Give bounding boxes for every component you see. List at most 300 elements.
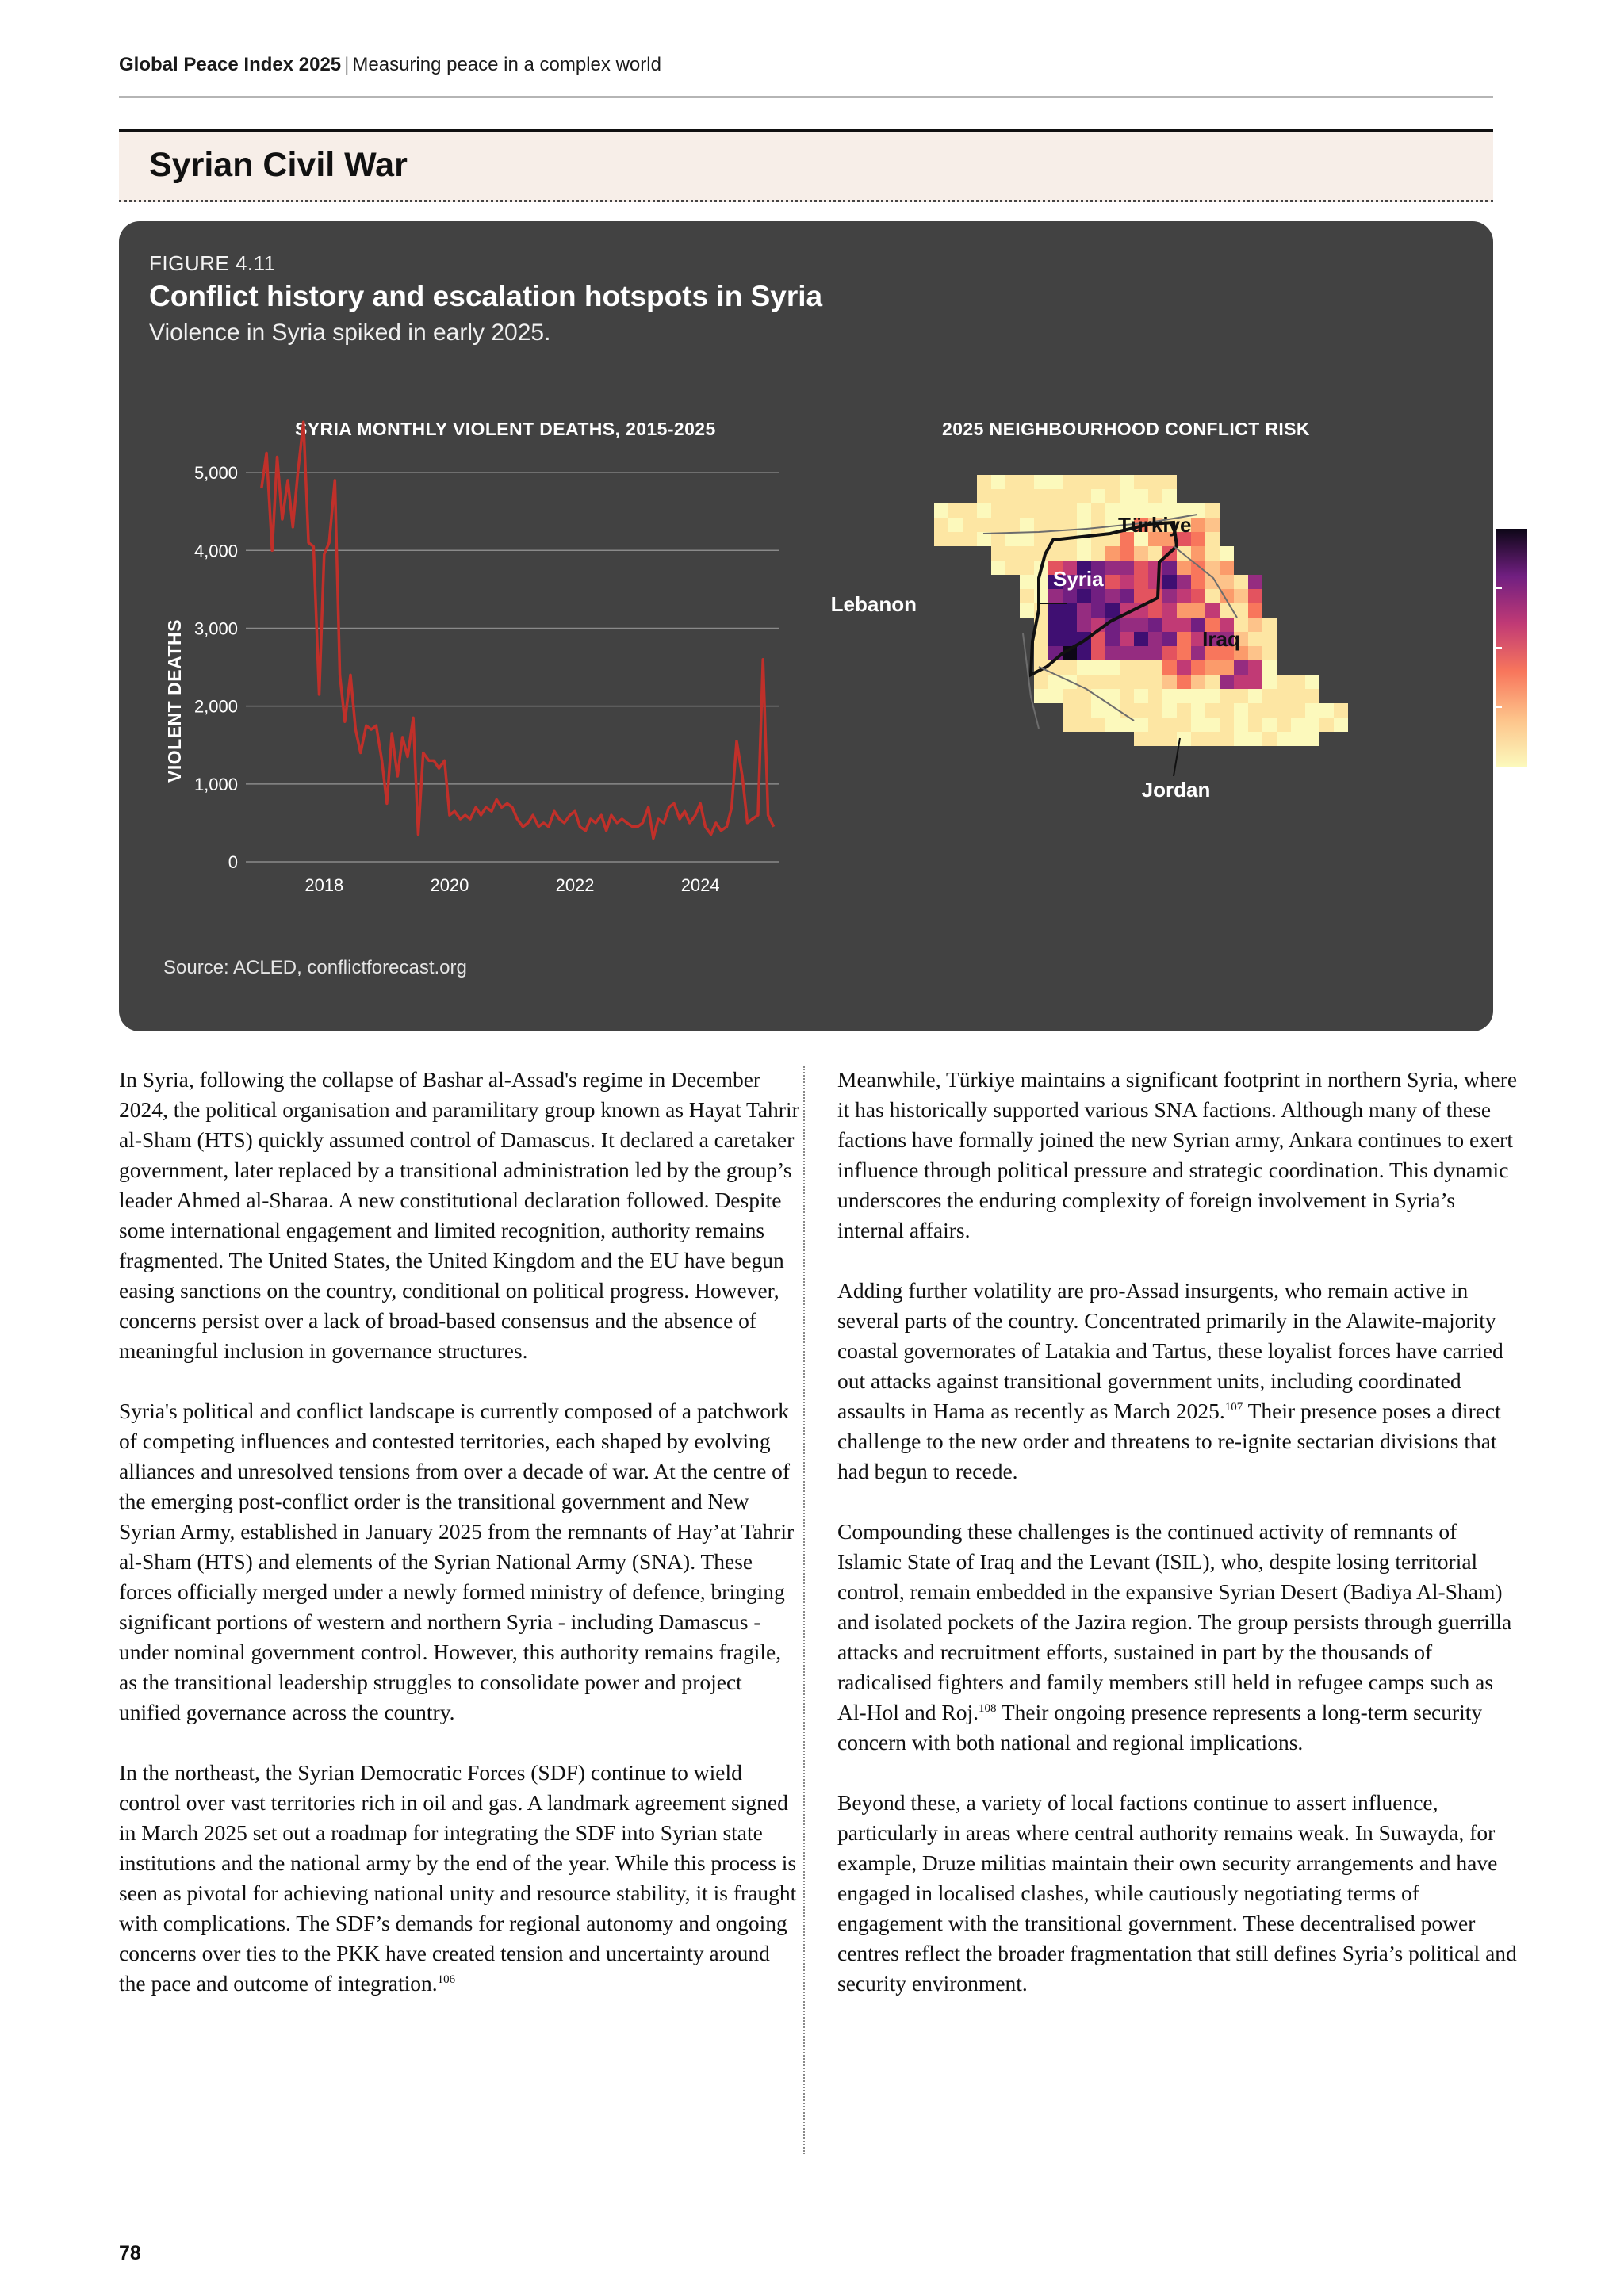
risk-cell (1205, 718, 1220, 732)
risk-cell (1205, 660, 1220, 675)
risk-cell (1177, 603, 1191, 618)
risk-cell (1034, 675, 1048, 689)
risk-cell (1120, 646, 1134, 660)
paragraph (837, 1517, 1519, 1758)
risk-cell (1077, 718, 1091, 732)
risk-cell (1220, 546, 1234, 561)
risk-cell (1105, 546, 1120, 561)
running-header (119, 54, 661, 76)
risk-cell (1091, 503, 1105, 518)
risk-cell (1234, 718, 1248, 732)
risk-cell (1234, 589, 1248, 603)
risk-cell (1262, 732, 1277, 746)
risk-cell (1063, 618, 1077, 632)
risk-cell (1063, 603, 1077, 618)
risk-cell (1020, 546, 1034, 561)
risk-cell (1134, 475, 1148, 489)
risk-cell (1234, 689, 1248, 703)
risk-cell (1077, 489, 1091, 503)
risk-cell (1077, 546, 1091, 561)
risk-cell (1334, 703, 1348, 718)
risk-cell (1191, 703, 1205, 718)
figure-source: Source: ACLED, conflictforecast.org (163, 957, 467, 978)
risk-cell (1220, 732, 1234, 746)
risk-cell (1248, 618, 1262, 632)
risk-cell (1091, 518, 1105, 532)
risk-cell (1048, 689, 1063, 703)
figure-subtitle: Violence in Syria spiked in early 2025. (149, 320, 551, 346)
risk-cell (1063, 546, 1077, 561)
risk-cell (991, 532, 1005, 546)
risk-cell (934, 532, 948, 546)
risk-cell (1162, 603, 1177, 618)
risk-cell (991, 475, 1005, 489)
risk-cell (1148, 703, 1162, 718)
risk-cell (1148, 546, 1162, 561)
risk-cell (1191, 589, 1205, 603)
risk-cell (1148, 718, 1162, 732)
risk-cell (1220, 561, 1234, 575)
risk-cell (1020, 503, 1034, 518)
risk-cell (1262, 618, 1277, 632)
risk-cell (1048, 618, 1063, 632)
risk-cell (1034, 632, 1048, 646)
risk-cell (1162, 632, 1177, 646)
risk-cell (1120, 632, 1134, 646)
y-tick-label: 3,000 (193, 618, 238, 639)
paragraph (837, 1276, 1519, 1487)
risk-cell (1162, 646, 1177, 660)
violent-deaths-line-chart (119, 221, 833, 935)
section-band (119, 129, 1493, 202)
risk-cell (1091, 703, 1105, 718)
risk-cell (1063, 718, 1077, 732)
risk-cell (1291, 689, 1305, 703)
risk-cell (1277, 703, 1291, 718)
risk-cell (1048, 632, 1063, 646)
risk-cell (1191, 675, 1205, 689)
risk-cell (991, 561, 1005, 575)
report-subtitle: Measuring peace in a complex world (352, 54, 661, 75)
risk-cell (1148, 618, 1162, 632)
risk-cell (1105, 603, 1120, 618)
risk-cell (1205, 732, 1220, 746)
risk-cell (1105, 589, 1120, 603)
risk-cell (991, 503, 1005, 518)
risk-cell (1020, 603, 1034, 618)
risk-cell (1134, 703, 1148, 718)
risk-cell (1177, 561, 1191, 575)
risk-cell (1034, 689, 1048, 703)
y-tick-label: 2,000 (193, 696, 238, 717)
risk-cell (1291, 718, 1305, 732)
risk-cell (1220, 689, 1234, 703)
risk-cell (1105, 475, 1120, 489)
risk-cell (1162, 718, 1177, 732)
risk-cell (1277, 732, 1291, 746)
risk-cell (991, 546, 1005, 561)
risk-cell (1005, 518, 1020, 532)
risk-cell (1248, 646, 1262, 660)
paragraph: Meanwhile, Türkiye maintains a significant footprint in northern Syria, where it has historically supported various SNA factions. Although many of these factions have formally joined the new Syrian army, Ankara continues to exert influence through political pressure and strategic coordination. This dynamic underscores the enduring complexity of foreign involvement in Syria’s internal affairs. (837, 1067, 1518, 1242)
risk-cell (1262, 646, 1277, 660)
risk-cell (1034, 475, 1048, 489)
risk-cell (1120, 475, 1134, 489)
risk-cell (1205, 603, 1220, 618)
risk-cell (1262, 718, 1277, 732)
map-chart-title: 2025 NEIGHBOURHOOD CONFLICT RISK (942, 419, 1310, 439)
risk-cell (1134, 660, 1148, 675)
risk-cell (1005, 546, 1020, 561)
risk-cell (977, 518, 991, 532)
risk-cell (1191, 603, 1205, 618)
risk-cell (1034, 575, 1048, 589)
risk-cell (1077, 660, 1091, 675)
y-tick-label: 5,000 (193, 463, 238, 484)
risk-cell (1120, 561, 1134, 575)
risk-cell (1134, 561, 1148, 575)
risk-cell (1320, 718, 1334, 732)
risk-cell (1077, 503, 1091, 518)
risk-cell (1177, 689, 1191, 703)
risk-cell (1291, 675, 1305, 689)
risk-cell (1134, 718, 1148, 732)
risk-cell (1105, 689, 1120, 703)
risk-cell (1220, 718, 1234, 732)
risk-cell (1034, 518, 1048, 532)
x-tick-label: 2022 (555, 875, 595, 895)
risk-cell (1134, 632, 1148, 646)
header-separator: | (344, 54, 350, 75)
risk-cell (1191, 660, 1205, 675)
section-title: Syrian Civil War (149, 146, 408, 184)
risk-cell (1120, 575, 1134, 589)
footnote-ref: 108 (978, 1701, 997, 1715)
risk-cell (1048, 546, 1063, 561)
risk-cell (1120, 618, 1134, 632)
figure-title: Conflict history and escalation hotspots in Syria (149, 280, 823, 312)
risk-cell (1305, 718, 1320, 732)
figure-panel (119, 221, 1568, 1031)
risk-cell (1148, 660, 1162, 675)
risk-cell (1105, 660, 1120, 675)
risk-cell (1248, 632, 1262, 646)
risk-cell (1334, 718, 1348, 732)
risk-cell (1077, 589, 1091, 603)
paragraph: In Syria, following the collapse of Bashar al-Assad's regime in December 2024, the political organisation and paramilitary group known as Hayat Tahrir al-Sham (HTS) quickly assumed control of Damascus. It declared a caretaker government, later replaced by a transitional administration led by the group’s leader Ahmed al-Sharaa. A new constitutional declaration followed. Despite some international engagement and limited recognition, authority remains fragmented. The United States, the United Kingdom and the EU have begun easing sanctions on the country, conditional on political progress. However, concerns persist over a lack of broad-based consensus and the absence of meaningful inclusion in governance structures. (119, 1067, 799, 1363)
risk-cell (991, 489, 1005, 503)
risk-cell (1291, 732, 1305, 746)
risk-cell (1177, 632, 1191, 646)
risk-cell (1248, 675, 1262, 689)
risk-cell (1277, 675, 1291, 689)
risk-cell (1162, 660, 1177, 675)
paragraph-text: Compounding these challenges is the continued activity of remnants of Islamic State of Iraq and the Levant (ISIL), who, despite losing territorial control, remain embedded in the expansive Syrian Desert (Badiya Al-Sham) and isolated pockets of the Jazira region. The group persists through guerrilla attacks and recruitment efforts, sustained in part by the thousands of radicalised fighters and family members still held in refugee camps such as Al-Hol and Roj. (837, 1519, 1512, 1724)
risk-cell (1262, 703, 1277, 718)
risk-cell (1305, 732, 1320, 746)
risk-cell (948, 532, 963, 546)
line-chart-title: SYRIA MONTHLY VIOLENT DEATHS, 2015-2025 (295, 419, 716, 439)
x-tick-label: 2020 (430, 875, 469, 895)
risk-cell (1262, 632, 1277, 646)
risk-cell (1091, 646, 1105, 660)
risk-cell (991, 518, 1005, 532)
risk-cell (1191, 546, 1205, 561)
page-number: 78 (119, 2242, 141, 2264)
footnote-ref: 107 (1224, 1400, 1243, 1414)
conflict-risk-map (801, 459, 1568, 966)
risk-cell (1020, 518, 1034, 532)
risk-cell (1091, 660, 1105, 675)
risk-cell (1220, 703, 1234, 718)
risk-cell (963, 532, 977, 546)
risk-cell (1234, 732, 1248, 746)
risk-cell (1148, 689, 1162, 703)
risk-cell (1162, 618, 1177, 632)
risk-cell (1063, 503, 1077, 518)
risk-cell (1205, 503, 1220, 518)
body-column-left (119, 1065, 801, 2029)
region-label: Jordan (1141, 778, 1211, 802)
risk-cell (1020, 532, 1034, 546)
colorbar-tick-label: 0.50 (1534, 638, 1568, 658)
risk-cell (1291, 703, 1305, 718)
risk-cell (1105, 718, 1120, 732)
y-tick-label: 1,000 (193, 774, 238, 794)
risk-cell (1191, 575, 1205, 589)
x-tick-label: 2018 (304, 875, 344, 895)
risk-cell (1248, 603, 1262, 618)
risk-cell (1048, 489, 1063, 503)
risk-cell (1105, 575, 1120, 589)
risk-cell (1005, 561, 1020, 575)
risk-cell (1191, 718, 1205, 732)
region-label: Türkiye (1118, 513, 1192, 537)
risk-cell (1120, 589, 1134, 603)
risk-cell (1177, 718, 1191, 732)
paragraph-text: In the northeast, the Syrian Democratic Forces (SDF) continue to wield control over vast territories rich in oil and gas. A landmark agreement signed in March 2025 set out a roadmap for integrating the SDF into Syrian state institutions and the national army by the end of the year. While this process is seen as pivotal for achieving national unity and resource stability, it is fraught with complications. The SDF’s demands for regional autonomy and ongoing concerns over ties to the PKK have created tension and uncertainty around the pace and outcome of integration. (119, 1760, 797, 1996)
risk-cell (1048, 603, 1063, 618)
violent-deaths-series-line (262, 422, 774, 838)
risk-cell (1063, 589, 1077, 603)
risk-cell (1063, 660, 1077, 675)
risk-cell (1177, 675, 1191, 689)
risk-cell (1248, 703, 1262, 718)
risk-cell (1220, 660, 1234, 675)
risk-cell (1262, 689, 1277, 703)
risk-cell (1134, 646, 1148, 660)
risk-cell (1148, 732, 1162, 746)
risk-cell (1120, 689, 1134, 703)
risk-cell (1105, 561, 1120, 575)
footnote-ref: 106 (437, 1973, 456, 1986)
risk-cell (1248, 718, 1262, 732)
paragraph-text: Their presence poses a direct challenge to the new order and threatens to re-ignite sectarian divisions that had begun to recede. (837, 1399, 1501, 1483)
risk-cell (1105, 632, 1120, 646)
risk-cell (963, 503, 977, 518)
line-chart-y-axis-label: VIOLENT DEATHS (164, 619, 185, 783)
risk-cell (1120, 489, 1134, 503)
risk-cell (934, 518, 948, 532)
risk-cell (1205, 532, 1220, 546)
risk-cell (1220, 575, 1234, 589)
risk-cell (963, 518, 977, 532)
risk-cell (1091, 675, 1105, 689)
risk-cell (1105, 675, 1120, 689)
risk-cell (1148, 675, 1162, 689)
risk-cell (934, 503, 948, 518)
risk-cell (1034, 646, 1048, 660)
region-label: Lebanon (830, 592, 917, 616)
risk-cell (1077, 703, 1091, 718)
risk-cell (1134, 489, 1148, 503)
risk-cell (1191, 532, 1205, 546)
risk-cell (1091, 589, 1105, 603)
body-column-right (837, 1065, 1519, 2029)
risk-cell (1091, 489, 1105, 503)
risk-cell (1248, 660, 1262, 675)
risk-cell (1091, 546, 1105, 561)
risk-cell (1091, 718, 1105, 732)
risk-cell (1234, 675, 1248, 689)
risk-cell (1205, 518, 1220, 532)
risk-cell (1220, 675, 1234, 689)
risk-cell (1134, 732, 1148, 746)
risk-cell (1134, 589, 1148, 603)
risk-cell (1277, 689, 1291, 703)
risk-cell (1148, 646, 1162, 660)
figure-label: FIGURE 4.11 (149, 251, 276, 275)
risk-cell (1091, 475, 1105, 489)
risk-cell (1134, 675, 1148, 689)
risk-cell (1234, 660, 1248, 675)
risk-cell (1305, 675, 1320, 689)
risk-cell (1162, 732, 1177, 746)
paragraph-text: Their ongoing presence represents a long-term security concern with both national and regional implications. (837, 1700, 1483, 1755)
risk-cell (1020, 489, 1034, 503)
risk-cell (1162, 589, 1177, 603)
line-chart-grid (246, 473, 779, 862)
risk-cell (1205, 675, 1220, 689)
risk-cell (1305, 689, 1320, 703)
colorbar-tick-label: 0.75 (1534, 579, 1568, 599)
risk-cell (1105, 489, 1120, 503)
risk-cell (1063, 489, 1077, 503)
risk-cell (1120, 675, 1134, 689)
risk-cell (1105, 646, 1120, 660)
risk-cell (1120, 660, 1134, 675)
risk-cell (1191, 518, 1205, 532)
risk-cell (1248, 732, 1262, 746)
header-rule (119, 96, 1493, 98)
risk-cell (1248, 689, 1262, 703)
risk-cell (1005, 532, 1020, 546)
colorbar-tick-label: 0.25 (1534, 698, 1568, 718)
risk-cell (1148, 603, 1162, 618)
line-chart-x-ticks (304, 875, 719, 895)
risk-cell (1020, 589, 1034, 603)
risk-cell (1162, 703, 1177, 718)
risk-cell (1034, 489, 1048, 503)
risk-cell (1034, 503, 1048, 518)
risk-cell (1277, 718, 1291, 732)
risk-cell (1162, 675, 1177, 689)
risk-cell (1077, 475, 1091, 489)
risk-cell (1262, 675, 1277, 689)
risk-cell (1177, 589, 1191, 603)
risk-cell (1191, 732, 1205, 746)
risk-cell (1134, 689, 1148, 703)
risk-cell (1063, 475, 1077, 489)
risk-cell (1048, 503, 1063, 518)
risk-cell (1205, 703, 1220, 718)
risk-cell (1048, 475, 1063, 489)
risk-cell (1077, 646, 1091, 660)
risk-cell (1005, 475, 1020, 489)
risk-cell (1034, 589, 1048, 603)
risk-cell (1148, 632, 1162, 646)
risk-cell (1020, 475, 1034, 489)
risk-cell (1248, 575, 1262, 589)
paragraph: Beyond these, a variety of local factions continue to assert influence, particularly in areas where central authority remains weak. In Suwayda, for example, Druze militias maintain their own security arrangements and have engaged in localised clashes, while cautiously negotiating terms of engagement with the transitional government. These decentralised power centres reflect the broader fragmentation that still defines Syria’s political and security environment. (837, 1790, 1517, 1996)
risk-cell (1077, 603, 1091, 618)
column-divider (803, 1066, 805, 2154)
risk-cell (1162, 575, 1177, 589)
risk-cell (1148, 475, 1162, 489)
risk-cell (1234, 703, 1248, 718)
risk-cell (1134, 575, 1148, 589)
paragraph-text: Adding further volatility are pro-Assad insurgents, who remain active in several parts of the country. Concentrated primarily in the Alawite-majority coastal governorates of Latakia and Tartus, these loyalist forces have carried out attacks against transitional government units, including coordinated assaults in Hama as recently as March 2025. (837, 1278, 1503, 1423)
risk-cell (1220, 603, 1234, 618)
risk-cell (1191, 689, 1205, 703)
risk-cell (1148, 489, 1162, 503)
risk-cell (1063, 689, 1077, 703)
y-tick-label: 4,000 (193, 541, 238, 561)
risk-cell (1020, 561, 1034, 575)
report-name: Global Peace Index 2025 (119, 54, 342, 75)
risk-cell (1091, 603, 1105, 618)
risk-cell (1063, 703, 1077, 718)
risk-cell (1148, 575, 1162, 589)
risk-cell (1005, 503, 1020, 518)
risk-cell (1205, 689, 1220, 703)
risk-cell (1205, 589, 1220, 603)
risk-cell (1077, 618, 1091, 632)
risk-cell (1048, 589, 1063, 603)
risk-cell (1020, 575, 1034, 589)
risk-cell (1177, 618, 1191, 632)
risk-cell (1320, 703, 1334, 718)
risk-cell (1162, 689, 1177, 703)
risk-cell (948, 503, 963, 518)
risk-cell (1162, 489, 1177, 503)
risk-cell (1177, 575, 1191, 589)
risk-cell (1134, 618, 1148, 632)
risk-cell (1005, 489, 1020, 503)
risk-cell (1177, 703, 1191, 718)
risk-cell (1063, 632, 1077, 646)
risk-cell (1305, 703, 1320, 718)
risk-cell (1262, 660, 1277, 675)
line-chart-y-ticks (194, 463, 238, 872)
risk-cell (1077, 532, 1091, 546)
paragraph (119, 1758, 801, 1999)
risk-cell (977, 489, 991, 503)
risk-cell (1162, 475, 1177, 489)
risk-cell (1120, 546, 1134, 561)
risk-cell (948, 518, 963, 532)
y-tick-label: 0 (228, 852, 238, 872)
